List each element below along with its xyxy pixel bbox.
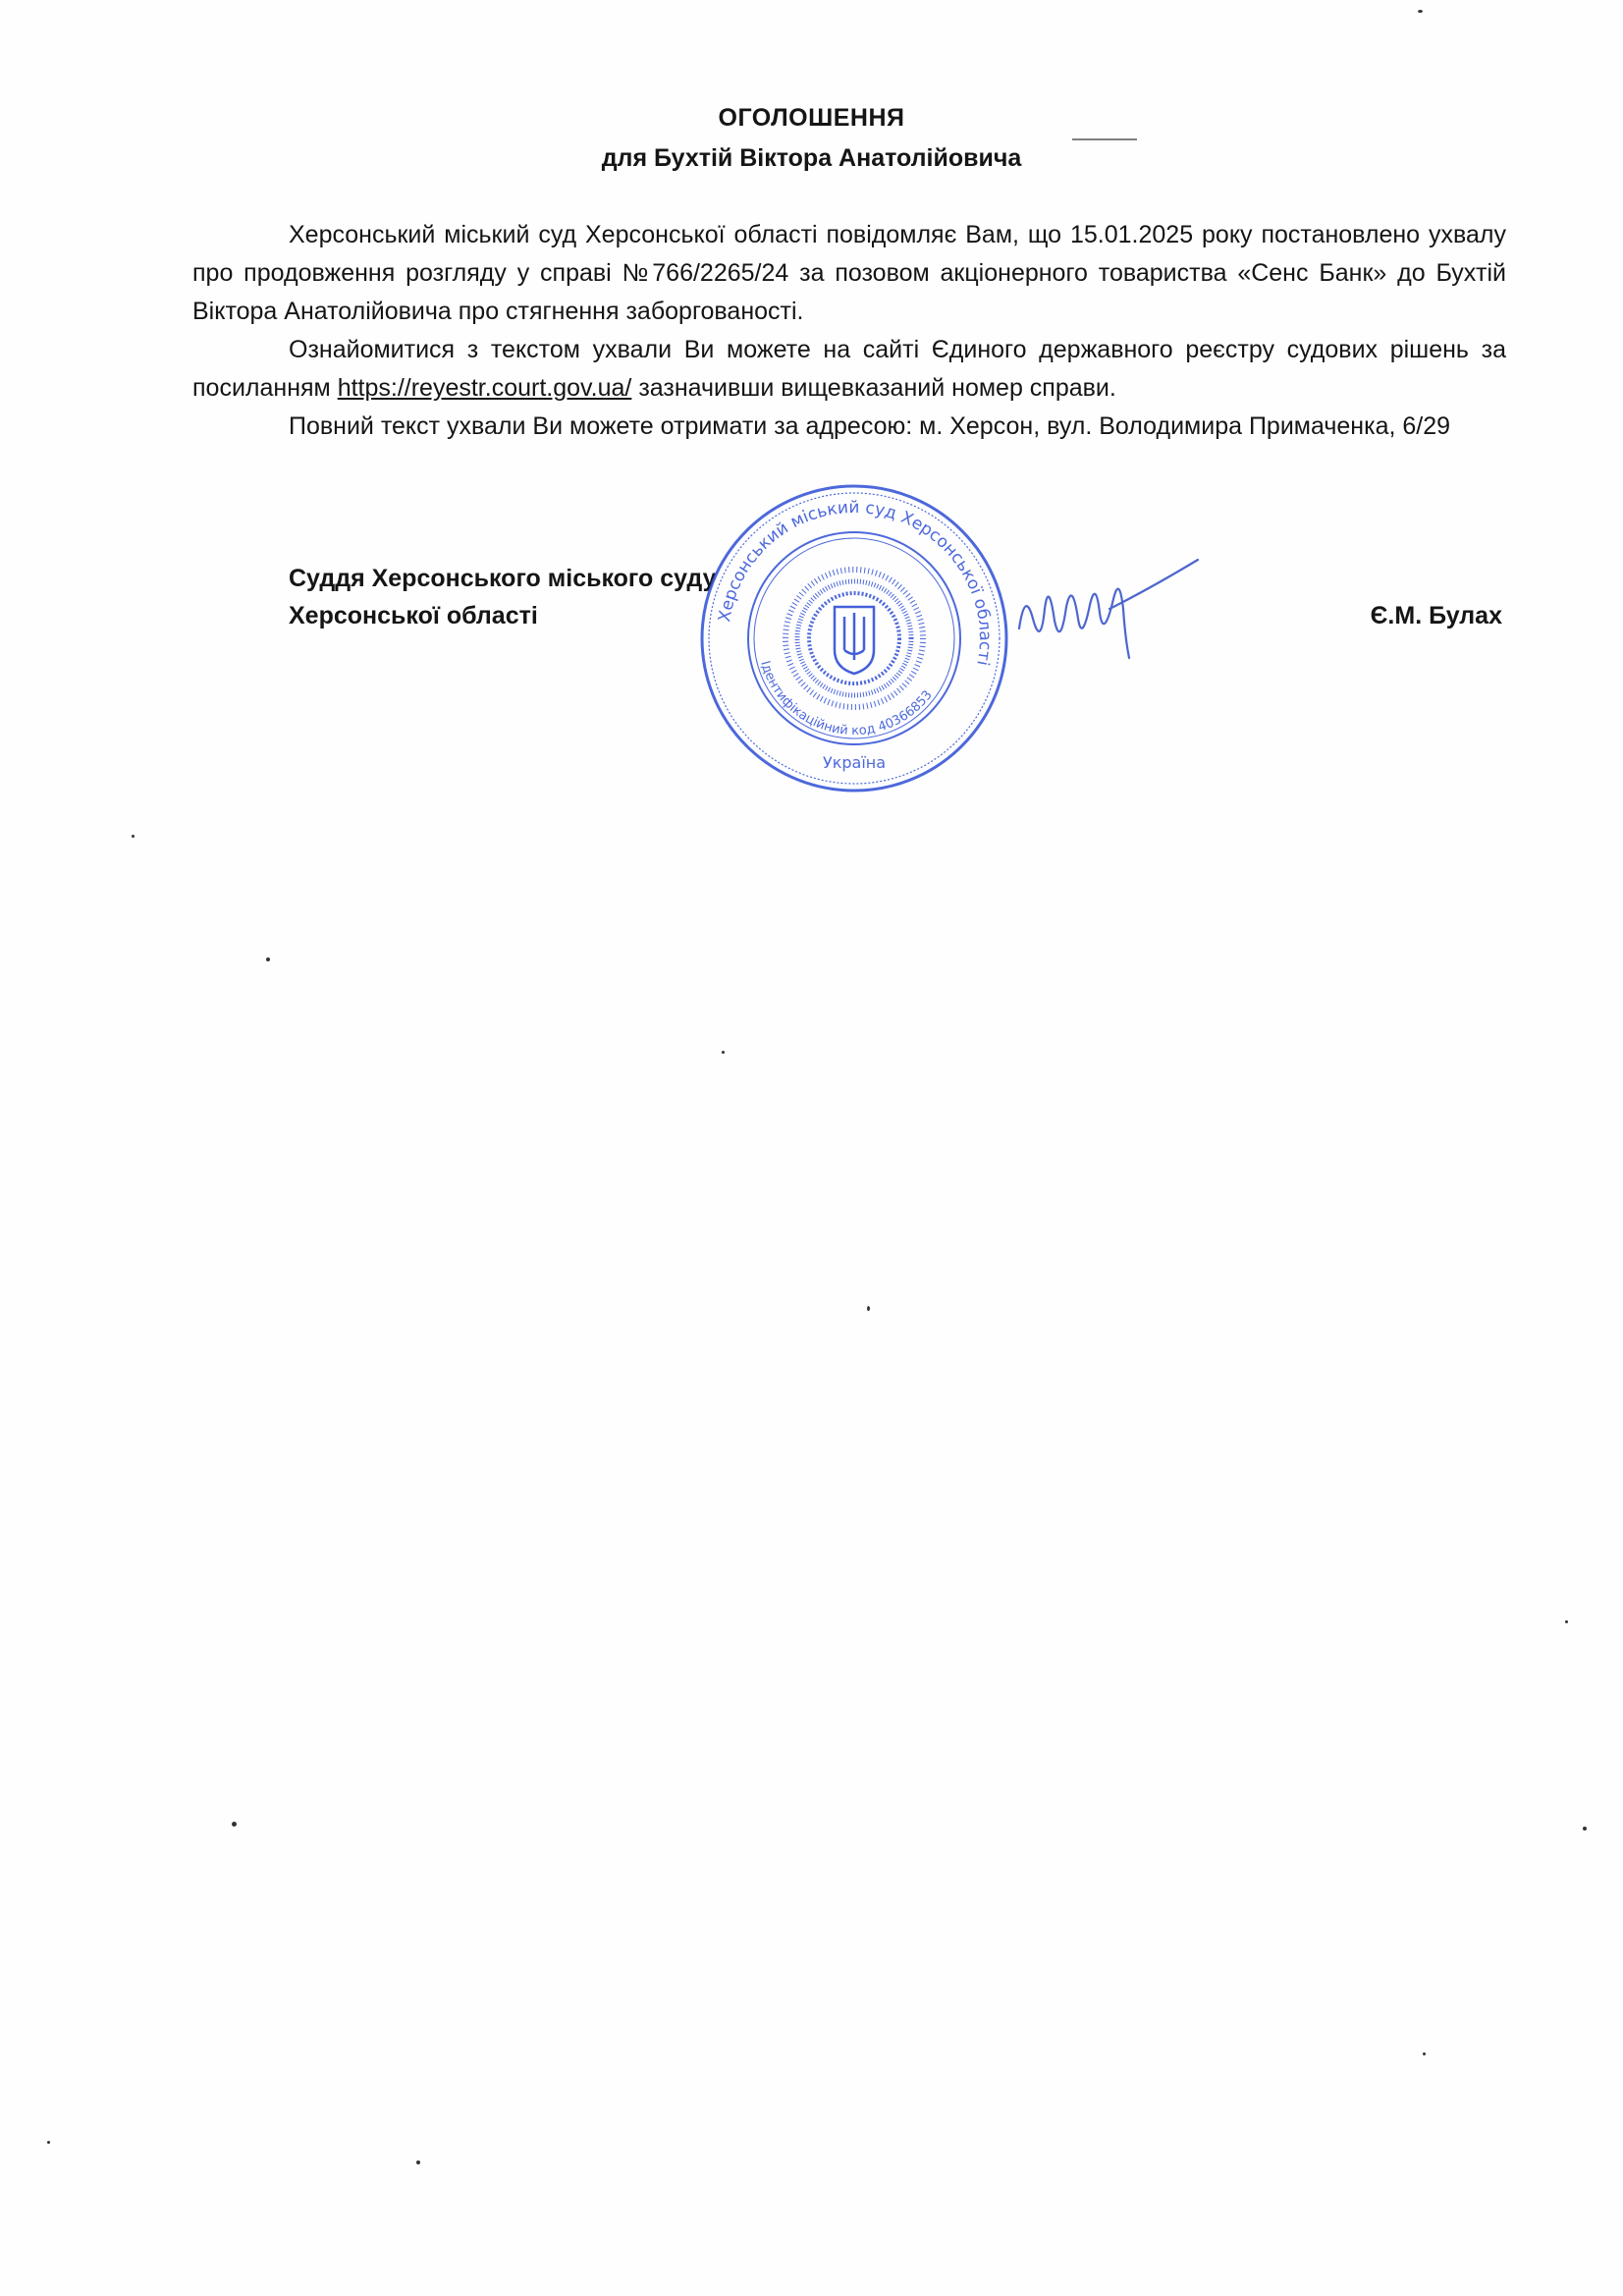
paragraph-notice: Херсонський міський суд Херсонської області повідомляє Вам, що 15.01.2025 року постановлено ухвалу про продовження розгляду у справі №766/2265/24 за позовом акціонерного товариства «Сенс Банк» до Бухтій Віктора Анатолійовича про стягнення заборгованості. xyxy=(192,221,1506,325)
paragraph-registry xyxy=(192,331,1506,408)
scan-speck xyxy=(47,2141,50,2144)
scan-speck xyxy=(266,957,270,961)
trident-emblem-icon xyxy=(835,607,874,674)
scan-speck xyxy=(722,1051,725,1054)
scan-speck xyxy=(132,835,135,838)
scan-speck xyxy=(416,2160,420,2164)
scan-speck xyxy=(1565,1620,1568,1623)
scan-speck xyxy=(1423,2052,1426,2055)
seal-bottom-text: Україна xyxy=(822,753,887,772)
judge-signature xyxy=(1011,550,1208,678)
scan-speck xyxy=(232,1822,237,1827)
seal-inner-text: Ідентифікаційний код 40366853 xyxy=(757,659,936,739)
judge-position-line2: Херсонської області xyxy=(289,602,538,629)
court-seal-stamp xyxy=(697,481,1011,795)
judge-position xyxy=(289,560,717,634)
seal-outer-text: Херсонський міський суд Херсонської області xyxy=(715,497,996,668)
judge-position-line1: Суддя Херсонського міського суду xyxy=(289,565,717,592)
paragraph-address: Повний текст ухвали Ви можете отримати за адресою: м. Херсон, вул. Володимира Примаченка, 6/29 xyxy=(289,412,1451,440)
scan-speck xyxy=(867,1306,870,1311)
pen-stroke-mark xyxy=(1070,137,1139,141)
registry-text-before: Ознайомитися з текстом ухвали Ви можете на сайті Єдиного державного реєстру судових рішень за посиланням xyxy=(192,336,1506,402)
announcement-body xyxy=(192,216,1506,446)
registry-link[interactable]: https://reyestr.court.gov.ua/ xyxy=(337,374,632,402)
document-title: ОГОЛОШЕННЯ xyxy=(718,104,905,132)
scan-speck xyxy=(1418,10,1423,13)
judge-name: Є.М. Булах xyxy=(1370,602,1502,629)
registry-text-after: зазначивши вищевказаний номер справи. xyxy=(631,374,1116,402)
scan-speck xyxy=(1583,1827,1587,1831)
document-subtitle: для Бухтій Віктора Анатолійовича xyxy=(601,144,1022,172)
